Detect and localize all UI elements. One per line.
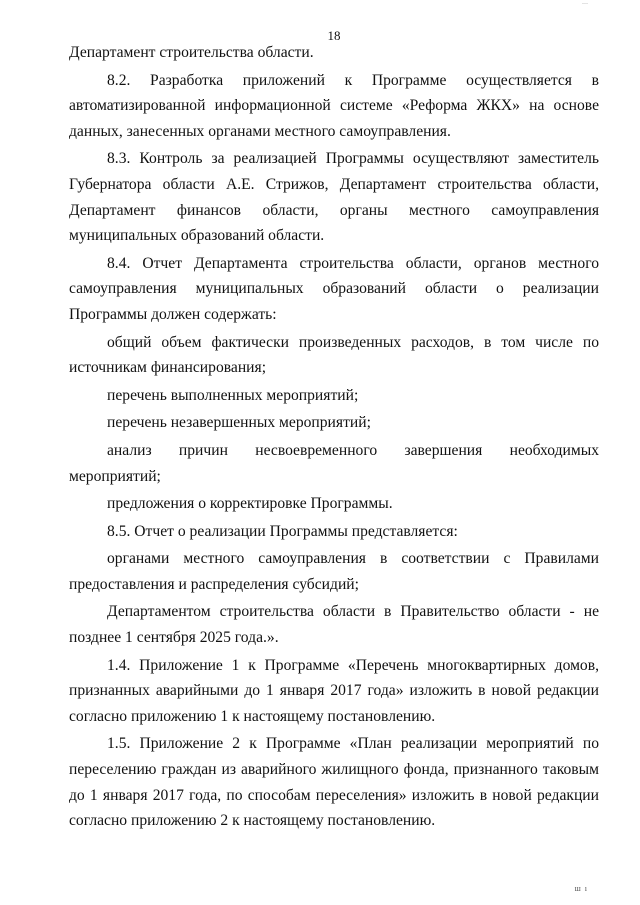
paragraph-1-5: 1.5. Приложение 2 к Программе «План реализации мероприятий по переселению граждан из аварийного жилищного фонда, признанного таковым до 1 января 2017 года, по способам переселения» изложить в новой редакции согласно приложению 2 к настоящему постановлению.	[69, 735, 599, 830]
list-item-local-authorities: органами местного самоуправления в соответствии с Правилами предоставления и распределения субсидий;	[69, 550, 599, 593]
document-body	[69, 40, 599, 834]
scan-corner-mark: ш ı	[574, 884, 588, 893]
list-item-expenses: общий объем фактически произведенных расходов, в том числе по источникам финансирования;	[69, 333, 599, 377]
paragraph-8-2: 8.2. Разработка приложений к Программе осуществляется в автоматизированной информационной системе «Реформа ЖКХ» на основе данных, занесенных органами местного самоуправления.	[69, 71, 599, 140]
list-item-proposals: предложения о корректировке Программы.	[107, 495, 393, 513]
page-number: 18	[327, 28, 341, 43]
paragraph-8-3: 8.3. Контроль за реализацией Программы осуществляют заместитель Губернатора области А.Е. Стрижов, Департамент строительства области, Департамент финансов области, органы местного самоуправления муниципальных образований области.	[69, 150, 599, 245]
paragraph-8-4: 8.4. Отчет Департамента строительства области, органов местного самоуправления муниципальных образований области о реализации Программы должен содержать:	[69, 254, 599, 323]
paragraph-8-5: 8.5. Отчет о реализации Программы представляется:	[107, 522, 458, 540]
list-item-incomplete: перечень незавершенных мероприятий;	[107, 414, 371, 432]
list-item-completed: перечень выполненных мероприятий;	[107, 386, 359, 404]
list-item-analysis: анализ причин несвоевременного завершения необходимых мероприятий;	[69, 441, 599, 485]
paragraph-1-4: 1.4. Приложение 1 к Программе «Перечень многоквартирных домов, признанных аварийными до 1 января 2017 года» изложить в новой редакции согласно приложению 1 к настоящему постановлению.	[69, 656, 599, 725]
list-item-department: Департаментом строительства области в Правительство области - не позднее 1 сентября 2025 года.».	[69, 603, 599, 647]
scan-artifact-mark: …	[582, 0, 588, 6]
paragraph-0: Департамент строительства области.	[69, 44, 314, 61]
